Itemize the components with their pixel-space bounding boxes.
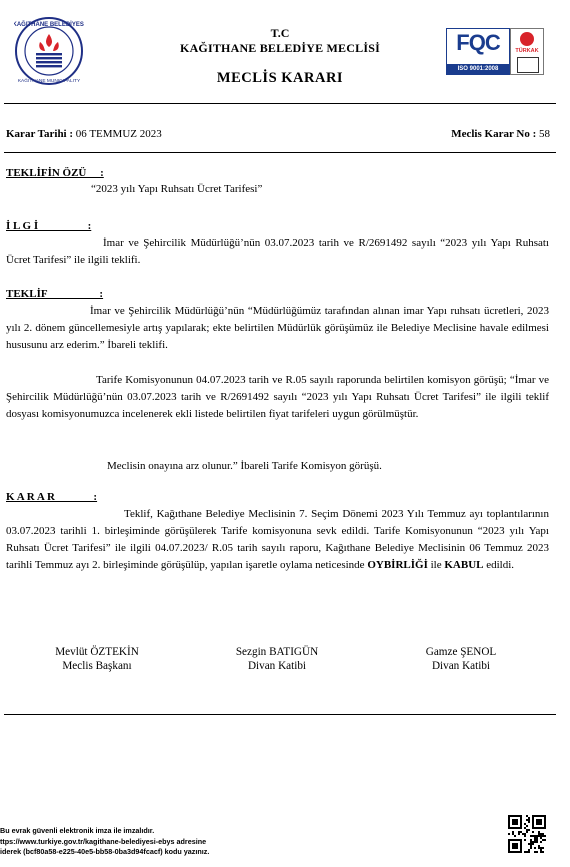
decision-label: K A R A R : xyxy=(6,491,98,503)
logo-text-top: KAĞITHANE BELEDİYESİ xyxy=(14,22,84,28)
logo-text-bottom: KAĞITHANE MUNICIPALITY xyxy=(17,79,81,84)
fqc-certification-logo xyxy=(446,28,510,75)
unanimity-term: OYBİRLİĞİ xyxy=(367,559,428,571)
reference-label: İ L G İ : xyxy=(6,220,92,232)
date-value: 06 TEMMUZ 2023 xyxy=(73,128,162,140)
e-signature-line-3: iderek (bcf80a58-e225-40e5-bb58-0ba3d94fcacf) kodu yazınız. xyxy=(0,847,210,856)
summary-text: “2023 yılı Yapı Ruhsatı Ücret Tarifesi” xyxy=(91,183,263,195)
qr-code xyxy=(508,815,546,853)
decision-text-body: Teklif, Kağıthane Belediye Meclisinin 7. Seçim Dönemi 2023 Yılı Temmuz ayı toplantılarının 03.07.2023 tarihli 1. birleşiminde görüşülerek Tarife komisyonuna sevk edildi. Tarife Komisyonunun “2023 yılı Yapı Ruhsatı Ücret Tarifesi” ile ilgili 04.07.2023/ R.05 tarih sayılı raporu, Kağıthane Belediye Meclisinin 06 Temmuz 2023 tarihli Temmuz ayı 2. birleşiminde görüşülüp, yapılan işaretle oylama neticesinde xyxy=(6,508,549,571)
decision-number xyxy=(451,126,550,143)
signature-role: Divan Katibi xyxy=(247,660,307,672)
e-signature-notice xyxy=(0,826,209,858)
signature-block-chair xyxy=(22,645,172,673)
decision-text xyxy=(6,506,549,574)
municipality-logo xyxy=(14,16,84,86)
turkak-text: TÜRKAK xyxy=(515,48,539,54)
turkak-logo xyxy=(510,28,544,75)
reference-text: İmar ve Şehircilik Müdürlüğü’nün 03.07.2023 tarih ve R/2691492 sayılı “2023 yılı Yapı Ruhsatı Ücret Tarifesi” ile ilgili teklifi. xyxy=(6,237,549,266)
signature-name: Gamze ŞENOL xyxy=(425,646,497,658)
signature-block-clerk-1 xyxy=(202,645,352,673)
page-title: MECLİS KARARI xyxy=(216,70,344,86)
signature-role: Divan Katibi xyxy=(431,660,491,672)
header-council: KAĞITHANE BELEDİYE MECLİSİ xyxy=(180,41,380,55)
signature-role: Meclis Başkanı xyxy=(62,660,132,672)
header-divider xyxy=(4,103,556,104)
summary-label: TEKLİFİN ÖZÜ : xyxy=(6,167,104,179)
proposal-paragraph-1: İmar ve Şehircilik Müdürlüğü’nün “Müdürlüğümüz tarafından alınan imar Yapı ruhsatı ücretleri, 2023 yılı 2. dönem güncellemesiyle artış yapılarak; ekte belirtilen Müdürlük görüşümüz ile Belediye Meclisine havale edilmesi hususunu arz ederim.” İbareli teklifi. xyxy=(6,305,549,351)
footer-divider xyxy=(4,714,556,715)
decision-text-mid: ile xyxy=(427,559,445,571)
number-label: Meclis Karar No : xyxy=(451,128,537,140)
decision-text-end: edildi. xyxy=(483,559,515,571)
signature-block-clerk-2 xyxy=(386,645,536,673)
e-signature-line-1: Bu evrak güvenli elektronik imza ile imzalıdır. xyxy=(0,826,155,835)
e-signature-line-2: ttps://www.turkiye.gov.tr/kagithane-belediyesi-ebys adresine xyxy=(0,836,207,846)
number-value: 58 xyxy=(536,128,550,140)
proposal-paragraph-3: Meclisin onayına arz olunur.” İbareli Tarife Komisyon görüşü. xyxy=(107,460,382,472)
fqc-text: FQC xyxy=(456,30,500,55)
proposal-label: TEKLİF : xyxy=(6,288,104,300)
header-tc: T.C xyxy=(270,26,290,40)
acceptance-term: KABUL xyxy=(444,559,484,571)
iso-label: ISO 9001:2008 xyxy=(447,64,509,74)
meta-divider xyxy=(4,152,556,153)
signature-name: Mevlüt ÖZTEKİN xyxy=(55,646,139,658)
date-label: Karar Tarihi : xyxy=(6,128,74,140)
decision-date xyxy=(6,126,162,143)
proposal-paragraph-2: Tarife Komisyonunun 04.07.2023 tarih ve R.05 sayılı raporunda belirtilen komisyon görüşü; “İmar ve Şehircilik Müdürlüğü’nün 03.07.2023 tarih ve R/2691492 sayılı “2023 yılı Yapı Ruhsatı Ücret Tarifesi” ile ilgili teklif dosyası komisyonumuzca incelenerek ekli listede belirtilen fiyat tarifeleri uygun görülmüştür. xyxy=(6,374,549,420)
signature-name: Sezgin BATIGÜN xyxy=(235,646,319,658)
